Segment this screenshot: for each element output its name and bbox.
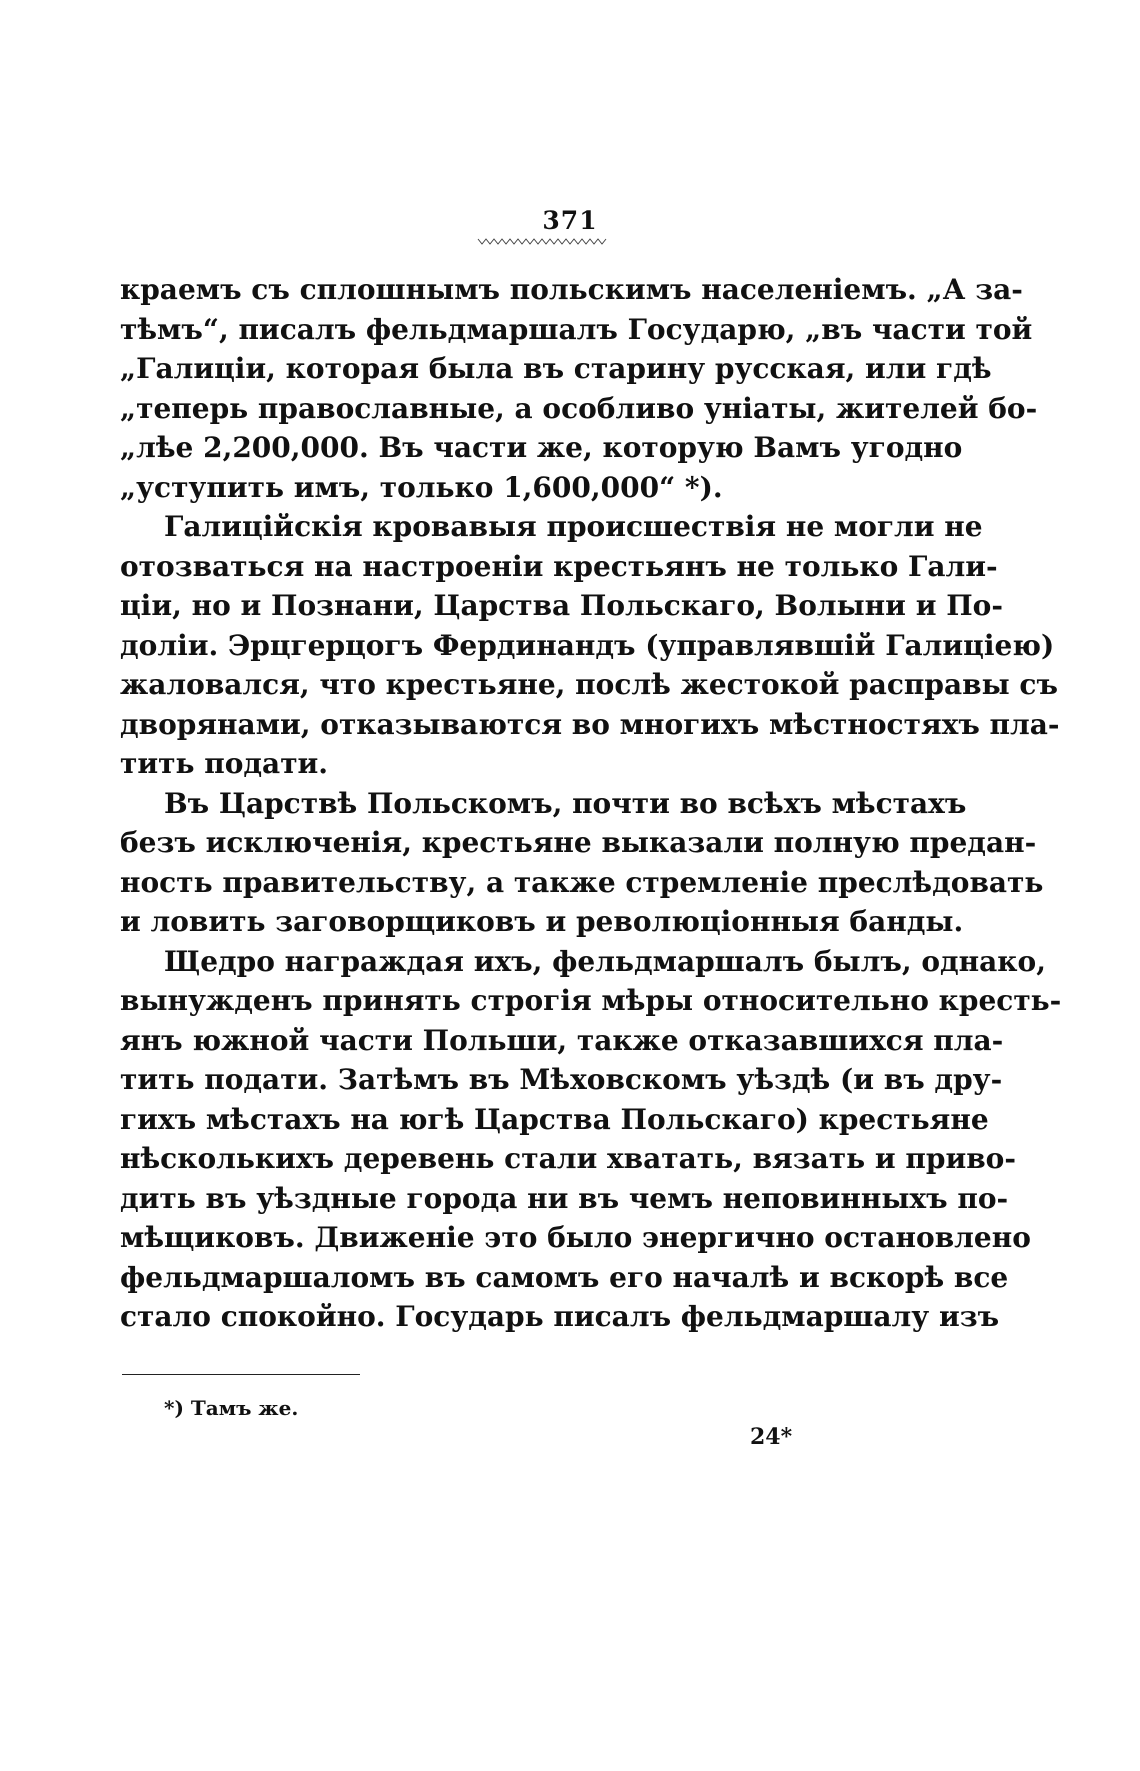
text-line: „Галицiи, которая была въ старину русская, или гдѣ (120, 352, 992, 385)
footnote-rule (122, 1374, 360, 1375)
text-line: „теперь православные, а особливо унiаты, жителей бо- (120, 391, 1038, 425)
text-line: нѣсколькихъ деревень стали хватать, вязать и приво- (120, 1142, 1016, 1175)
text-line: фельдмаршаломъ въ самомъ его началѣ и вскорѣ все (120, 1260, 1009, 1294)
text-line: краемъ съ сплошнымъ польскимъ населенiемъ. „А за- (120, 273, 1023, 306)
text-line: отозваться на настроенiи крестьянъ не только Гали- (120, 549, 998, 583)
text-line: Галицiйскiя кровавыя происшествiя не могли не (164, 510, 983, 543)
text-line: Въ Царствѣ Польскомъ, почти во всѣхъ мѣстахъ (164, 786, 967, 820)
signature-mark: 24* (750, 1424, 793, 1450)
text-line: и ловить заговорщиковъ и революцiонныя банды. (120, 905, 964, 938)
text-line: ность правительству, а также стремленiе преслѣдовать (120, 865, 1044, 899)
page-number-ornament (478, 236, 606, 246)
text-line: Щедро награждая ихъ, фельдмаршалъ былъ, однако, (164, 944, 1046, 978)
text-line: долiи. Эрцгерцогъ Фердинандъ (управлявшiй Галицiею) (120, 628, 1055, 662)
text-line: вынужденъ принять строгiя мѣры относительно кресть- (120, 984, 1062, 1017)
body-text (120, 270, 1062, 1337)
text-line: тѣмъ“, писалъ фельдмаршалъ Государю, „въ части той (120, 312, 1033, 346)
text-line: тить подати. Затѣмъ въ Мѣховскомъ уѣздѣ (и въ дру- (120, 1063, 1003, 1096)
text-line: безъ исключенiя, крестьяне выказали полную предан- (120, 826, 1037, 859)
text-line: „лѣе 2,200,000. Въ части же, которую Вамъ угодно (120, 431, 963, 464)
text-line: стало спокойно. Государь писалъ фельдмаршалу изъ (120, 1300, 1000, 1333)
text-line: дить въ уѣздные города ни въ чемъ неповинныхъ по- (120, 1181, 1009, 1215)
text-line: жаловался, что крестьяне, послѣ жестокой расправы съ (120, 668, 1058, 701)
page-number: 371 (542, 206, 598, 235)
text-line: мѣщиковъ. Движенiе это было энергично остановлено (120, 1221, 1031, 1254)
text-line: цiи, но и Познани, Царства Польскаго, Волыни и По- (120, 589, 1003, 622)
footnote: *) Тамъ же. (164, 1396, 299, 1420)
text-line: тить подати. (120, 747, 329, 780)
text-line: янъ южной части Польши, также отказавшихся пла- (120, 1023, 1004, 1057)
text-line: гихъ мѣстахъ на югѣ Царства Польскаго) крестьяне (120, 1102, 989, 1136)
text-line: „уступить имъ, только 1,600,000“ *). (120, 470, 723, 504)
text-line: дворянами, отказываются во многихъ мѣстностяхъ пла- (120, 707, 1060, 741)
